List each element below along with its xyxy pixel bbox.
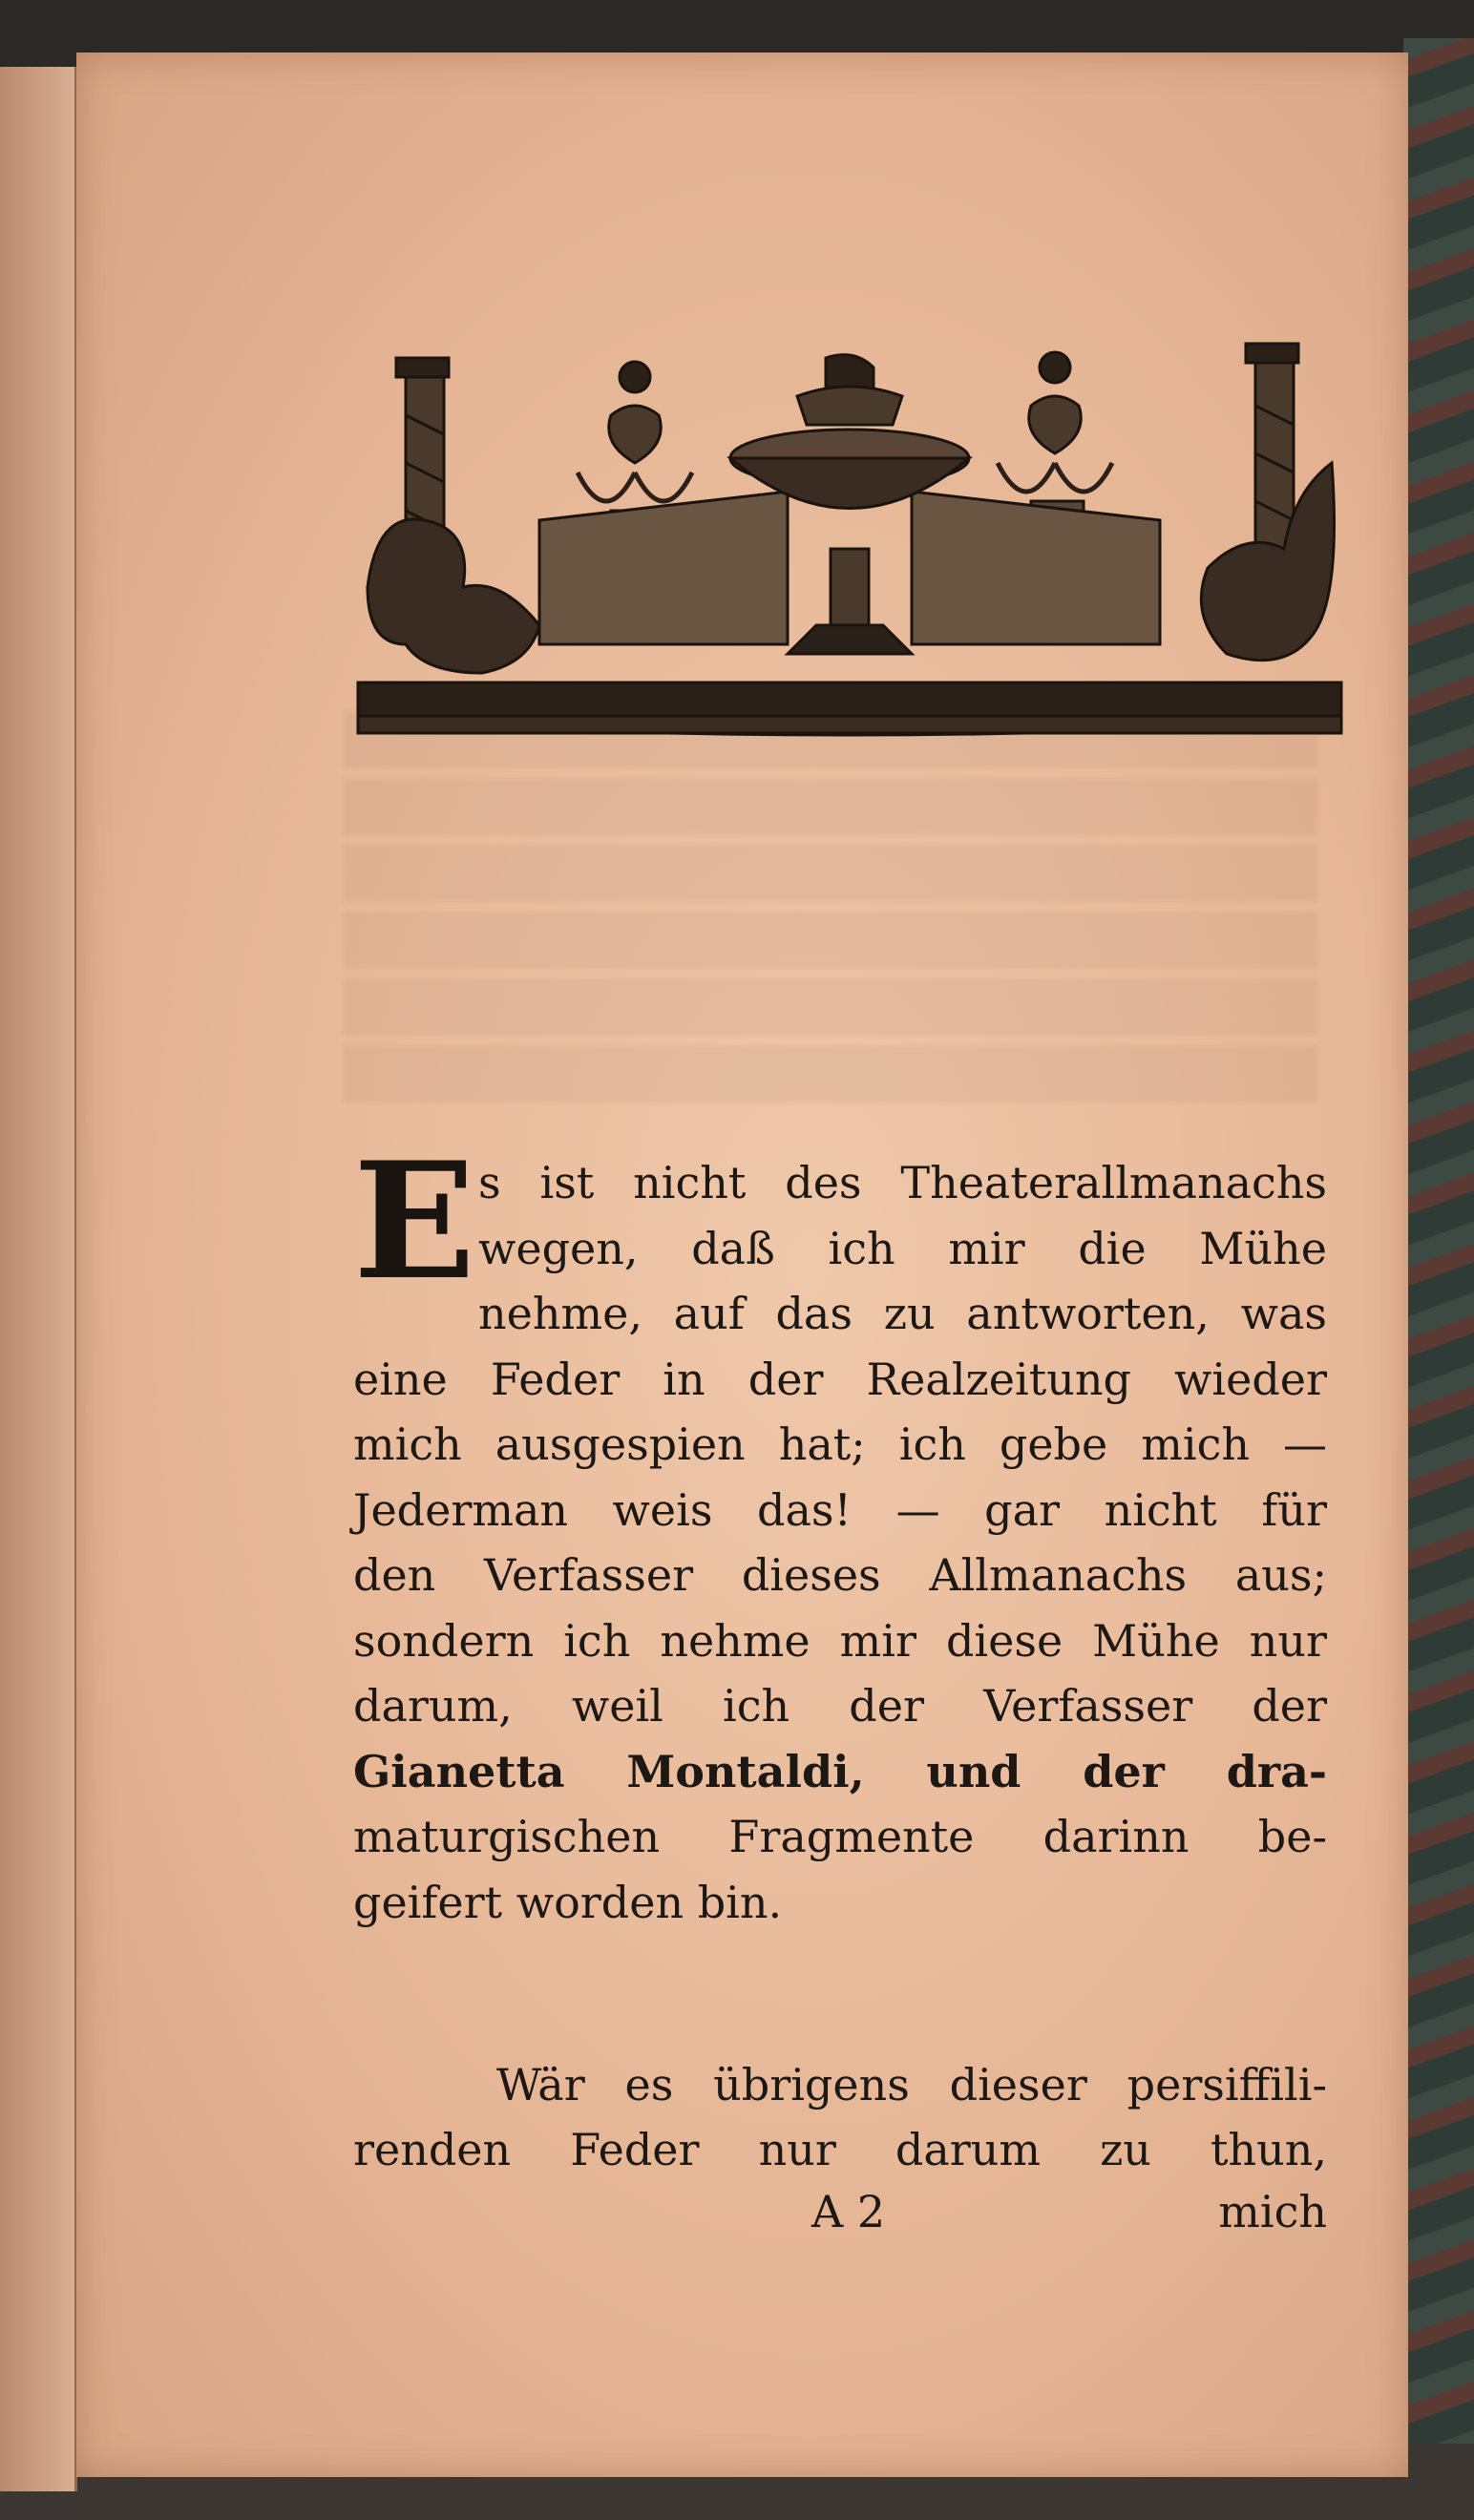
text-line: Jederman weis das! — gar nicht für (353, 1483, 1327, 1536)
signature-mark: A 2 (811, 2186, 886, 2237)
drop-cap: E (353, 1126, 476, 1315)
page-footer (353, 2186, 1327, 2253)
marbled-cover-edge (1403, 38, 1474, 2444)
text-line: Wär es übrigens dieser persiffili- (496, 2059, 1327, 2110)
text-line: den Verfasser dieses Allmanachs aus; (353, 1549, 1327, 1601)
woodcut-headpiece-icon (348, 339, 1351, 749)
text-line: wegen, daß ich mir die Mühe (478, 1222, 1327, 1274)
bleed-through (344, 1045, 1317, 1102)
left-page-edge (0, 67, 77, 2491)
text-line: sondern ich nehme mir diese Mühe nur (353, 1614, 1327, 1667)
text-line: Gianetta Montaldi, und der dra- (353, 1745, 1327, 1797)
text-line: maturgischen Fragmente darinn be- (353, 1811, 1327, 1862)
main-paragraph (353, 1126, 1327, 1935)
text-line: geifert worden bin. (353, 1876, 783, 1928)
text-line: mich ausgespien hat; ich gebe mich — (353, 1418, 1327, 1470)
second-paragraph (353, 2052, 1327, 2182)
text-line: nehme, auf das zu antworten, was (478, 1288, 1327, 1339)
bleed-through (344, 912, 1317, 969)
catchword: mich (1218, 2186, 1327, 2237)
bleed-through (344, 845, 1317, 902)
text-line: renden Feder nur darum zu thun, (353, 2124, 1327, 2175)
text-line: darum, weil ich der Verfasser der (353, 1680, 1327, 1732)
text-line: eine Feder in der Realzeitung wieder (353, 1353, 1327, 1405)
book-page (76, 52, 1408, 2477)
bleed-through (344, 978, 1317, 1036)
bleed-through (344, 778, 1317, 835)
text-line: s ist nicht des Theaterallmanachs (478, 1157, 1327, 1208)
